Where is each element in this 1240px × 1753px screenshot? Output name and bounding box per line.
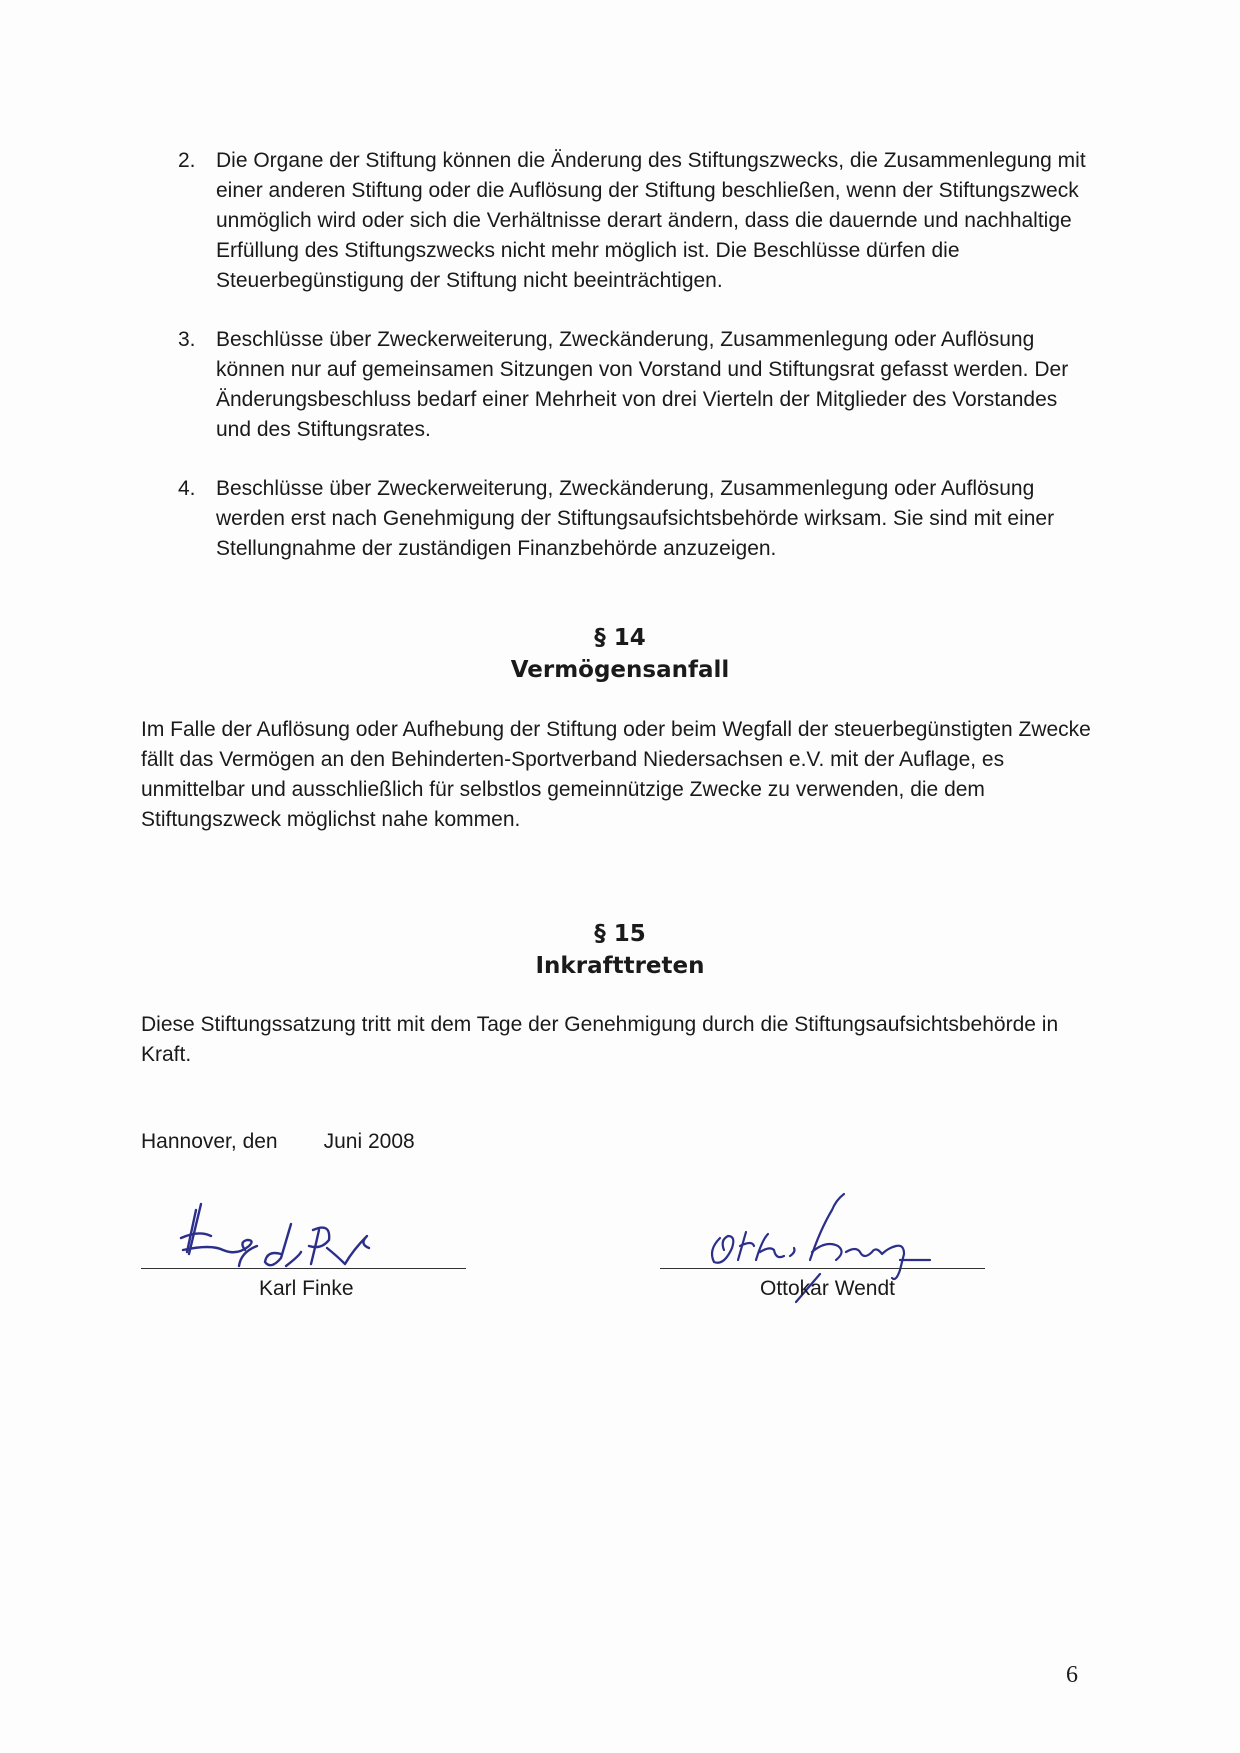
signature-karl-finke <box>141 1190 466 1280</box>
signature-line <box>660 1268 985 1269</box>
section-title: Inkrafttreten <box>535 953 705 979</box>
section-14-text: Im Falle der Auflösung oder Aufhebung der Stiftung oder beim Wegfall der steuerbegünstigten Zwecke fällt das Vermögen an den Behinderten-Sportverband Niedersachsen e.V. mit der Auflage, es unmittelbar und ausschließlich für selbstlos gemeinnützige Zwecke zu verwenden, die dem Stiftungszweck möglichst nahe kommen. <box>141 718 1091 831</box>
place-date-line <box>141 1127 415 1157</box>
list-item <box>178 474 1098 564</box>
list-text: Beschlüsse über Zweckerweiterung, Zweckänderung, Zusammenlegung oder Auflösung können nur auf gemeinsamen Sitzungen von Vorstand und Stiftungsrat gefasst werden. Der Änderungsbeschluss bedarf einer Mehrheit von drei Vierteln der Mitglieder des Vorstandes und des Stiftungsrates. <box>216 328 1069 441</box>
section-number: § 15 <box>594 921 646 947</box>
page-number: 6 <box>1066 1662 1078 1688</box>
section-15-heading <box>0 918 1240 982</box>
section-number: § 14 <box>594 625 646 651</box>
list-item <box>178 325 1098 445</box>
place-label: Hannover, den <box>141 1130 278 1153</box>
section-14-heading <box>0 622 1240 686</box>
list-text: Die Organe der Stiftung können die Änderung des Stiftungszwecks, die Zusammenlegung mit einer anderen Stiftung oder die Auflösung der Stiftung beschließen, wenn der Stiftungszweck unmöglich wird oder sich die Verhältnisse derart ändern, dass die dauernde und nachhaltige Erfüllung des Stiftungszwecks nicht mehr möglich ist. Die Beschlüsse dürfen die Steuerbegünstigung der Stiftung nicht beeinträchtigen. <box>216 149 1086 292</box>
list-text: Beschlüsse über Zweckerweiterung, Zweckänderung, Zusammenlegung oder Auflösung werden erst nach Genehmigung der Stiftungsaufsichtsbehörde wirksam. Sie sind mit einer Stellungnahme der zuständigen Finanzbehörde anzuzeigen. <box>216 477 1055 560</box>
section-15-text: Diese Stiftungssatzung tritt mit dem Tage der Genehmigung durch die Stiftungsaufsichtsbehörde in Kraft. <box>141 1013 1059 1066</box>
section-title: Vermögensanfall <box>510 657 730 683</box>
signature-block-right <box>660 1190 985 1310</box>
signatory-name: Karl Finke <box>259 1277 354 1300</box>
date-value: Juni 2008 <box>323 1130 415 1153</box>
list-number: 2. <box>178 149 196 172</box>
numbered-list <box>178 146 1098 593</box>
list-number: 4. <box>178 477 196 500</box>
list-item <box>178 146 1098 296</box>
signatory-name: Ottokar Wendt <box>760 1277 896 1300</box>
signature-line <box>141 1268 466 1269</box>
list-number: 3. <box>178 328 196 351</box>
signature-block-left <box>141 1190 466 1310</box>
